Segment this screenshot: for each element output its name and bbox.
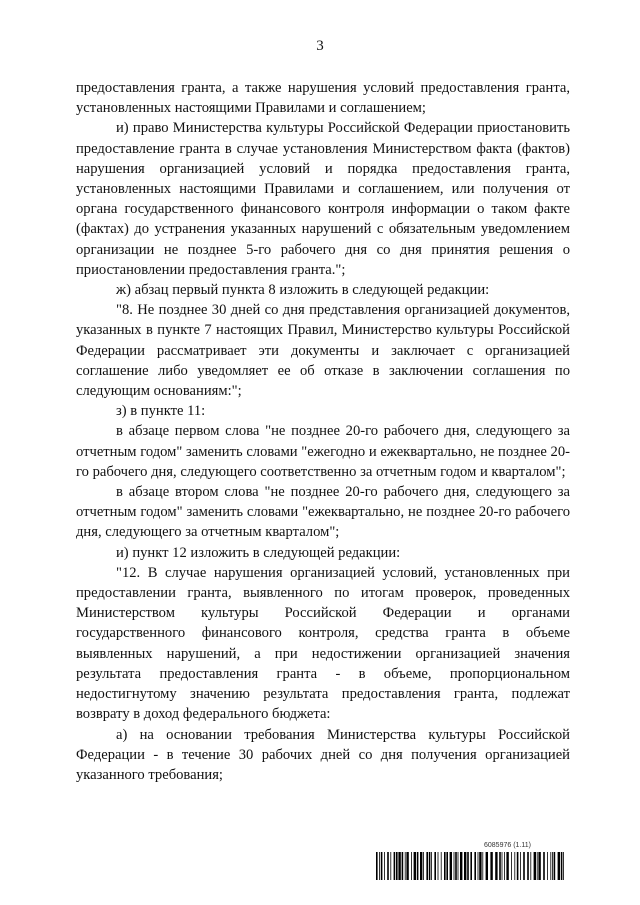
document-body xyxy=(76,78,570,785)
paragraph: з) в пункте 11: xyxy=(116,403,206,420)
document-code: 6085976 (1.11) xyxy=(484,842,531,849)
paragraph: "8. Не позднее 30 дней со дня представления организацией документов, указанных в пункте 7 настоящих Правил, Министерство культуры Российской Федерации рассматривает эти документы и заключает с организацией соглашение либо уведомляет ее об отказе в заключении соглашения по следующим основаниям:"; xyxy=(76,302,570,400)
paragraph: и) пункт 12 изложить в следующей редакции: xyxy=(116,544,401,561)
barcode-image xyxy=(376,852,564,880)
paragraph: "12. В случае нарушения организацией условий, установленных при предоставлении гранта, выявленного по итогам проверок, проведенных Министерством культуры Российской Федерации и органами государственного финансового контроля, средства гранта в объеме выявленных нарушений, а при недостижении организацией значения результата предоставления гранта - в объеме, пропорциональном недостигнутому значению результата предоставления гранта, подлежат возврату в доход федерального бюджета: xyxy=(76,564,570,723)
paragraph: ж) абзац первый пункта 8 изложить в следующей редакции: xyxy=(116,282,490,299)
paragraph: предоставления гранта, а также нарушения условий предоставления гранта, установленных настоящими Правилами и соглашением; xyxy=(76,80,570,117)
paragraph: а) на основании требования Министерства культуры Российской Федерации - в течение 30 рабочих дней со дня получения организацией указанного требования; xyxy=(76,726,570,783)
paragraph: в абзаце первом слова "не позднее 20-го рабочего дня, следующего за отчетным годом" заменить словами "ежегодно и ежеквартально, не позднее 20-го рабочего дня, следующего соответственно за отчетным годом и кварталом"; xyxy=(76,423,570,480)
paragraph: и) право Министерства культуры Российской Федерации приостановить предоставление гранта в случае установления Министерством факта (фактов) нарушения организацией условий и порядка предоставления гранта, установленных настоящими Правилами и соглашением, или получения от органа государственного финансового контроля информации о таком факте (фактах) до устранения указанных нарушений с обязательным уведомлением организации не позднее 5-го рабочего дня со дня принятия решения о приостановлении предоставления гранта."; xyxy=(76,120,570,278)
paragraph: в абзаце втором слова "не позднее 20-го рабочего дня, следующего за отчетным годом" заменить словами "ежеквартально, не позднее 20-го рабочего дня, следующего за отчетным кварталом"; xyxy=(76,484,570,541)
page-number: 3 xyxy=(316,38,324,54)
